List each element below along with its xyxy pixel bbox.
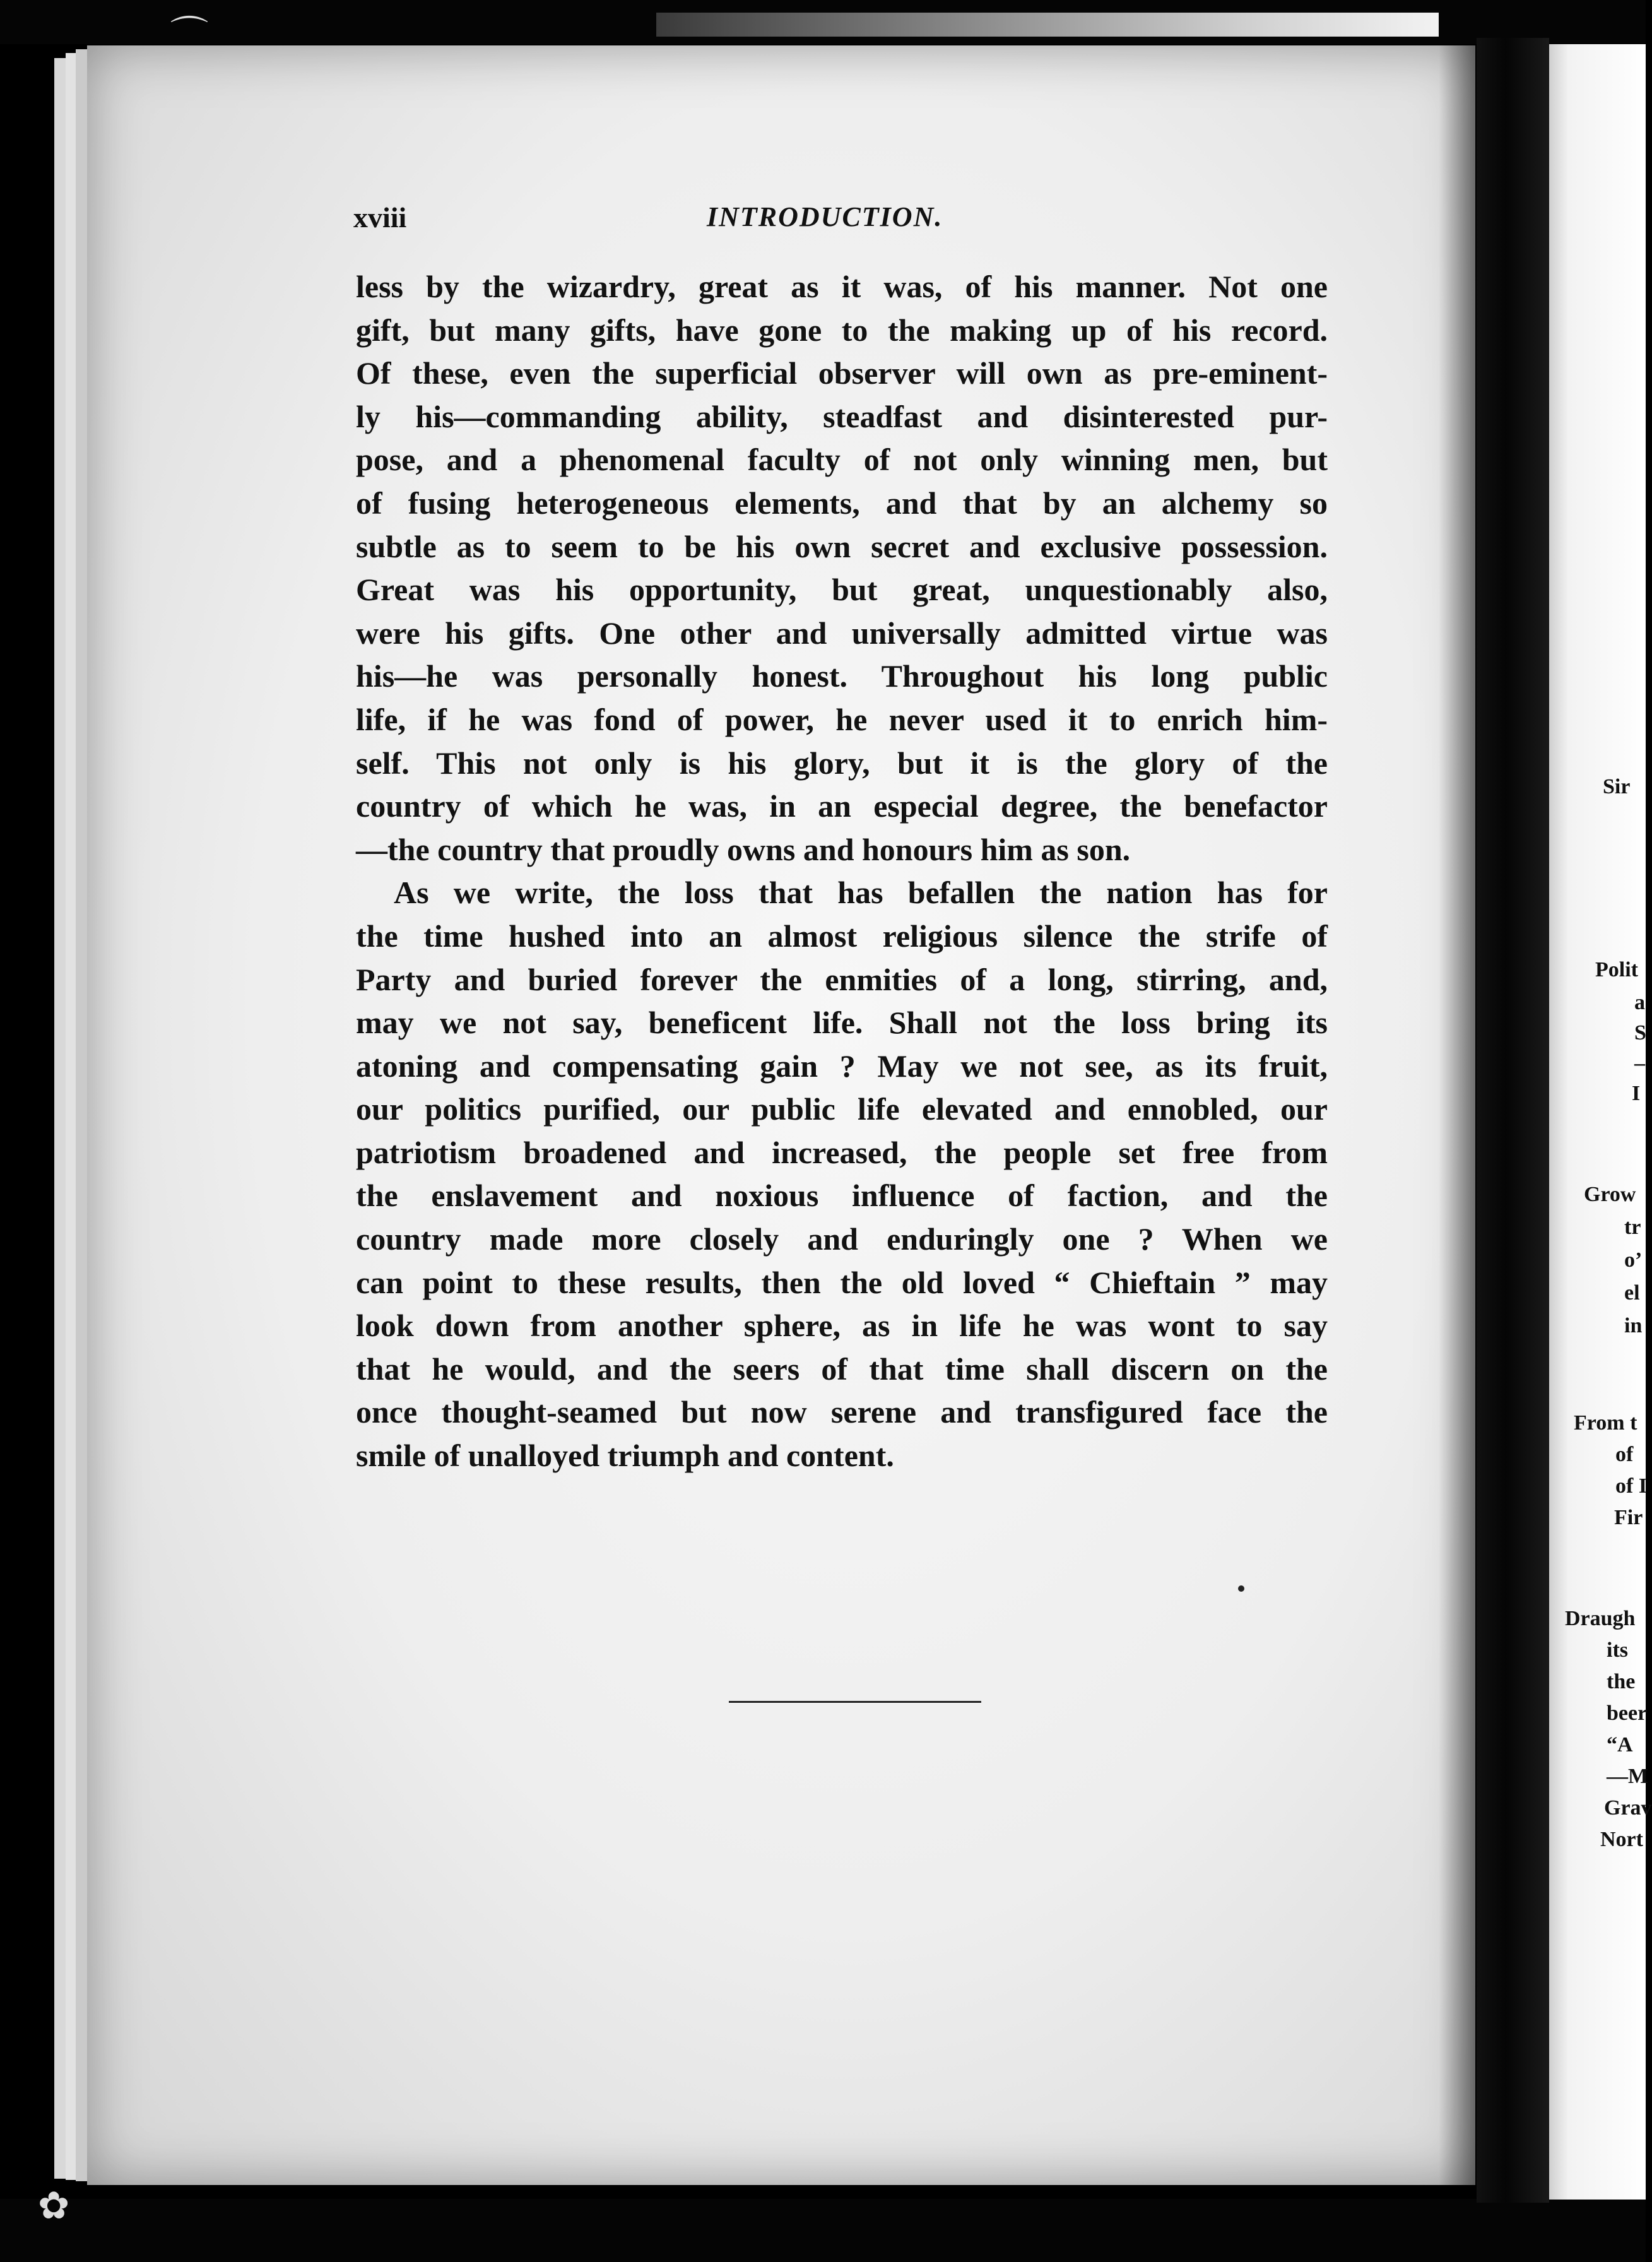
text-line: atoning and compensating gain ? May we not see, as its fruit,	[356, 1048, 1328, 1084]
text-line: As we write, the loss that has befallen the nation has for	[394, 875, 1328, 911]
facing-page-fragment: I	[1632, 1082, 1641, 1105]
text-line: self. This not only is his glory, but it is the glory of the	[356, 745, 1328, 781]
facing-page-fragment: From t	[1574, 1411, 1637, 1435]
text-line: once thought-seamed but now serene and transfigured face the	[356, 1394, 1328, 1430]
text-line: patriotism broadened and increased, the people set free from	[356, 1134, 1328, 1170]
text-line: Great was his opportunity, but great, unquestionably also,	[356, 572, 1328, 608]
text-line: ly his—commanding ability, steadfast and disinterested pur-	[356, 398, 1328, 434]
facing-page-fragment: beer	[1607, 1702, 1648, 1725]
facing-page-fragment: in	[1624, 1314, 1643, 1337]
facing-page-fragment: o’	[1624, 1248, 1643, 1272]
facing-page-fragment: —M	[1607, 1765, 1649, 1788]
text-line: the time hushed into an almost religious silence the strife of	[356, 918, 1328, 954]
text-line: that he would, and the seers of that time shall discern on the	[356, 1351, 1328, 1387]
film-edge-bottom	[0, 2199, 1646, 2262]
text-line: his—he was personally honest. Throughout his long public	[356, 658, 1328, 694]
text-line: Of these, even the superficial observer will own as pre-eminent-	[356, 355, 1328, 391]
text-line: Party and buried forever the enmities of a long, stirring, and,	[356, 961, 1328, 997]
body-text	[356, 265, 1328, 1477]
facing-page-fragment: Sir	[1603, 775, 1631, 798]
facing-page-fragment: a	[1634, 991, 1645, 1014]
ink-speck	[1238, 1585, 1244, 1592]
facing-page-fragment: “A	[1607, 1733, 1633, 1756]
text-line: may we not say, beneficent life. Shall not the loss bring its	[356, 1005, 1328, 1041]
facing-page-fragment: Polit	[1595, 958, 1638, 981]
scan-mark: ✿	[38, 2185, 70, 2227]
facing-page-fragment: of I	[1615, 1474, 1648, 1498]
text-line: our politics purified, our public life elevated and ennobled, our	[356, 1091, 1328, 1127]
text-line: pose, and a phenomenal faculty of not only winning men, but	[356, 442, 1328, 478]
facing-page-fragment: Grow	[1584, 1183, 1636, 1206]
facing-page-fragment: the	[1607, 1670, 1636, 1693]
facing-page-fragment: Fir	[1614, 1506, 1643, 1529]
facing-page	[1549, 44, 1649, 2200]
facing-page-fragment: of	[1615, 1443, 1634, 1466]
page-number: xviii	[353, 201, 407, 234]
text-line: smile of unalloyed triumph and content.	[356, 1438, 894, 1474]
facing-page-fragment: its	[1607, 1638, 1628, 1662]
facing-page-fragment: tr	[1624, 1216, 1641, 1239]
text-line: of fusing heterogeneous elements, and that by an alchemy so	[356, 485, 1328, 521]
book-gutter	[1477, 38, 1549, 2203]
scan-mark: ⌒	[170, 15, 208, 56]
text-line: country made more closely and enduringly one ? When we	[356, 1221, 1328, 1257]
text-line: look down from another sphere, as in life he was wont to say	[356, 1308, 1328, 1344]
text-line: less by the wizardry, great as it was, of his manner. Not one	[356, 269, 1328, 304]
facing-page-fragment: S	[1634, 1021, 1646, 1045]
text-line: can point to these results, then the old loved “ Chieftain ” may	[356, 1264, 1328, 1300]
text-line: the enslavement and noxious influence of faction, and the	[356, 1178, 1328, 1214]
page-shadow	[1439, 45, 1477, 2185]
facing-page-fragment: Draugh	[1565, 1607, 1636, 1630]
text-line: —the country that proudly owns and honours him as son.	[356, 831, 1131, 867]
text-line: subtle as to seem to be his own secret and exclusive possession.	[356, 528, 1328, 564]
text-line: life, if he was fond of power, he never used it to enrich him-	[356, 701, 1328, 737]
section-rule	[729, 1701, 981, 1703]
facing-page-fragment: Grav	[1604, 1796, 1652, 1820]
facing-page-fragment: Nort	[1600, 1828, 1643, 1851]
film-strip-top	[656, 13, 1439, 37]
facing-page-fragment: –	[1634, 1051, 1645, 1075]
running-head: INTRODUCTION.	[707, 201, 943, 232]
text-line: country of which he was, in an especial degree, the benefactor	[356, 788, 1328, 824]
text-line: gift, but many gifts, have gone to the making up of his record.	[356, 312, 1328, 348]
text-line: were his gifts. One other and universally admitted virtue was	[356, 615, 1328, 651]
facing-page-fragment: el	[1624, 1281, 1640, 1305]
